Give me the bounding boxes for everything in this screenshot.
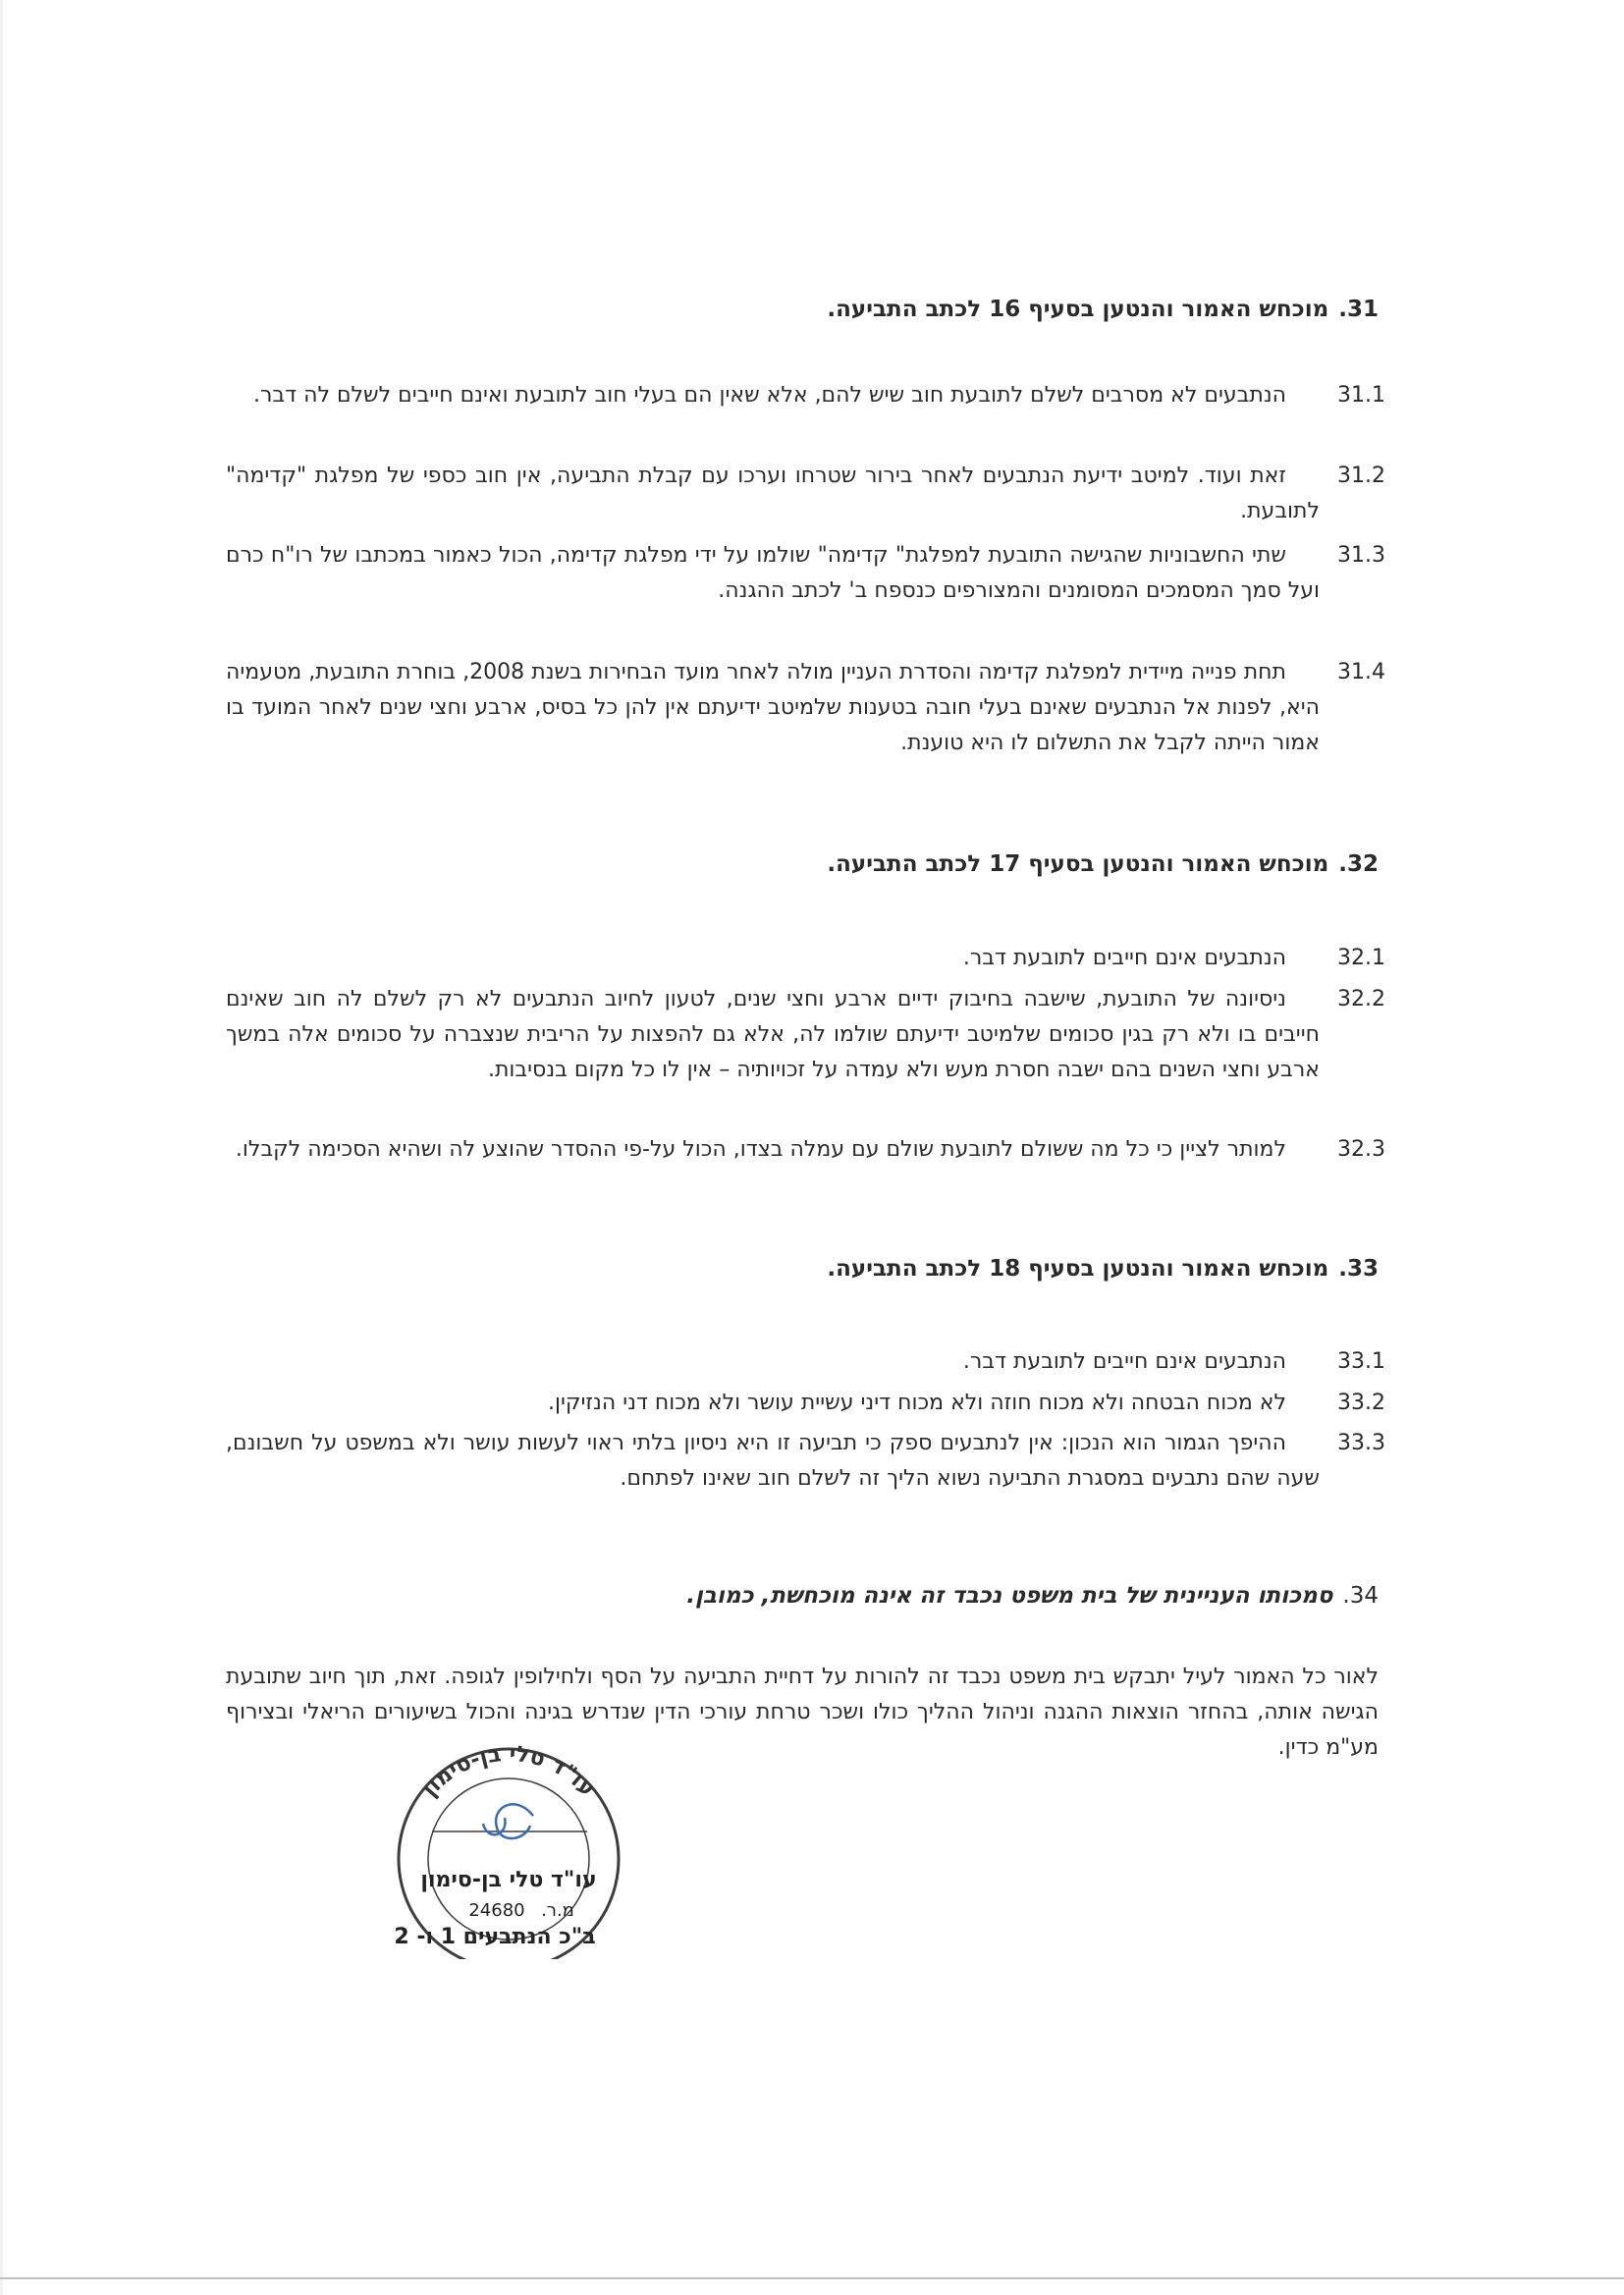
- item-text: ניסיונה של התובעת, שישבה בחיבוק ידיים ארבע וחצי שנים, לטעון לחיוב הנתבעים לא רק לשלם לה חוב שאינם חייבים בו ולא רק בגין סכומים שלמיטב ידיעתם שולמו לה, אלא גם להפצות על הריבית שנצברה על סכומים אלה במשך ארבע וחצי השנים בהם ישבה חסרת מעש ולא עמדה על זכויותיה – אין לו כל מקום בנסיבות.: [226, 987, 1320, 1082]
- item-text: למותר לציין כי כל מה ששולם לתובעת שולם עם עמלה בצדו, הכול על-פי ההסדר שהוצע לה ושהיא הסכימה לקבלו.: [235, 1137, 1286, 1162]
- item-33-1: [226, 1344, 1385, 1380]
- item-31-2: [226, 459, 1385, 529]
- item-number: 33.2: [1337, 1391, 1385, 1415]
- section-33-heading: [249, 1251, 1379, 1286]
- stamp-license-label: מ.ר.: [541, 1900, 574, 1921]
- page-bottom-rule: [0, 2277, 1624, 2279]
- item-text: הנתבעים אינם חייבים לתובעת דבר.: [962, 946, 1286, 970]
- section-32-heading: [249, 847, 1379, 882]
- closing-paragraph: לאור כל האמור לעיל יתבקש בית משפט נכבד זה להורות על דחיית התביעה על הסף ולחילופין לגופה. זאת, תוך חיוב שתובעת הגישה אותה, בהחזר הוצאות ההגנה וניהול ההליך כולו ושכר טרחת עורכי הדין שנדרש בגינה והכול בשיעורים הריאלי ובצירוף מע"מ כדין.: [226, 1665, 1379, 1760]
- section-number: 34.: [1342, 1583, 1379, 1609]
- section-34-heading: [249, 1578, 1379, 1613]
- stamp-ring-text: עו"ד טלי בן-סימון: [417, 1743, 600, 1802]
- item-number: 31.1: [1337, 383, 1385, 408]
- item-32-1: [226, 941, 1385, 976]
- item-33-3: [226, 1426, 1385, 1497]
- section-title: מוכחש האמור והנטען בסעיף 16 לכתב התביעה.: [827, 297, 1329, 322]
- item-32-2: [226, 982, 1385, 1088]
- item-text: ההיפך הגמור הוא הנכון: אין לנתבעים ספק כי תביעה זו היא ניסיון בלתי ראוי לעשות עושר ולא במשפט על חשבונם, שעה שהם נתבעים במסגרת התביעה נשוא הליך זה לשלם חוב שאינו לפתחם.: [226, 1431, 1320, 1491]
- item-text: זאת ועוד. למיטב ידיעת הנתבעים לאחר בירור שטרחו וערכו עם קבלת התביעה, אין חוב כספי של מפלגת "קדימה" לתובעת.: [226, 464, 1320, 523]
- item-31-4: [226, 655, 1385, 761]
- section-number: 31.: [1338, 297, 1379, 322]
- item-number: 31.3: [1337, 543, 1385, 568]
- item-text: הנתבעים לא מסרבים לשלם לתובעת חוב שיש להם, אלא שאין הם בעלי חוב לתובעת ואינם חייבים לשלם לה דבר.: [252, 383, 1286, 408]
- item-number: 33.1: [1337, 1349, 1385, 1374]
- stamp-seal-graphic: [381, 1743, 636, 1959]
- signature-line: ב"כ הנתבעים 1 ו- 2: [394, 1925, 596, 1949]
- item-number: 32.2: [1337, 987, 1385, 1011]
- item-31-3: [226, 538, 1385, 609]
- item-number: 32.3: [1337, 1137, 1385, 1162]
- item-32-3: [226, 1132, 1385, 1168]
- item-text: שתי החשבוניות שהגישה התובעת למפלגת" קדימה" שולמו על ידי מפלגת קדימה, הכול כאמור במכתבו של רו"ח כרם ועל סמך המסמכים המסומנים והמצורפים כנספח ב' לכתב ההגנה.: [226, 543, 1320, 603]
- scan-edge: [0, 0, 3, 2295]
- item-text: תחת פנייה מיידית למפלגת קדימה והסדרת העניין מולה לאחר מועד הבחירות בשנת 2008, בוחרת התובעת, מטעמיה היא, לפנות אל הנתבעים שאינם בעלי חובה בטענות שלמיטב ידיעתם אין להן כל בסיס, ארבע וחצי שנים לאחר המועד בו אמור הייתה לקבל את התשלום לו היא טוענת.: [226, 660, 1320, 755]
- stamp-name: עו"ד טלי בן-סימון: [420, 1868, 597, 1892]
- blue-signature-mark: [483, 1804, 533, 1838]
- item-33-2: [226, 1386, 1385, 1421]
- lawyer-stamp: [381, 1743, 636, 1959]
- item-number: 33.3: [1337, 1431, 1385, 1455]
- section-number: 32.: [1338, 851, 1379, 877]
- item-text: הנתבעים אינם חייבים לתובעת דבר.: [962, 1349, 1286, 1374]
- section-title: מוכחש האמור והנטען בסעיף 18 לכתב התביעה.: [827, 1256, 1329, 1282]
- section-31-heading: [249, 292, 1379, 327]
- item-text: לא מכוח הבטחה ולא מכוח חוזה ולא מכוח דיני עשיית עושר ולא מכוח דני הנזיקין.: [547, 1391, 1286, 1415]
- item-number: 32.1: [1337, 946, 1385, 970]
- section-number: 33.: [1338, 1256, 1379, 1282]
- stamp-license-number: 24680: [468, 1900, 525, 1921]
- item-number: 31.2: [1337, 464, 1385, 488]
- item-number: 31.4: [1337, 660, 1385, 684]
- item-31-1: [226, 378, 1385, 413]
- section-title: מוכחש האמור והנטען בסעיף 17 לכתב התביעה.: [827, 851, 1329, 877]
- section-title: סמכותו העניינית של בית משפט נכבד זה אינה מוכחשת, כמובן.: [686, 1583, 1333, 1609]
- svg-text:עו"ד טלי בן-סימון: [417, 1743, 599, 1802]
